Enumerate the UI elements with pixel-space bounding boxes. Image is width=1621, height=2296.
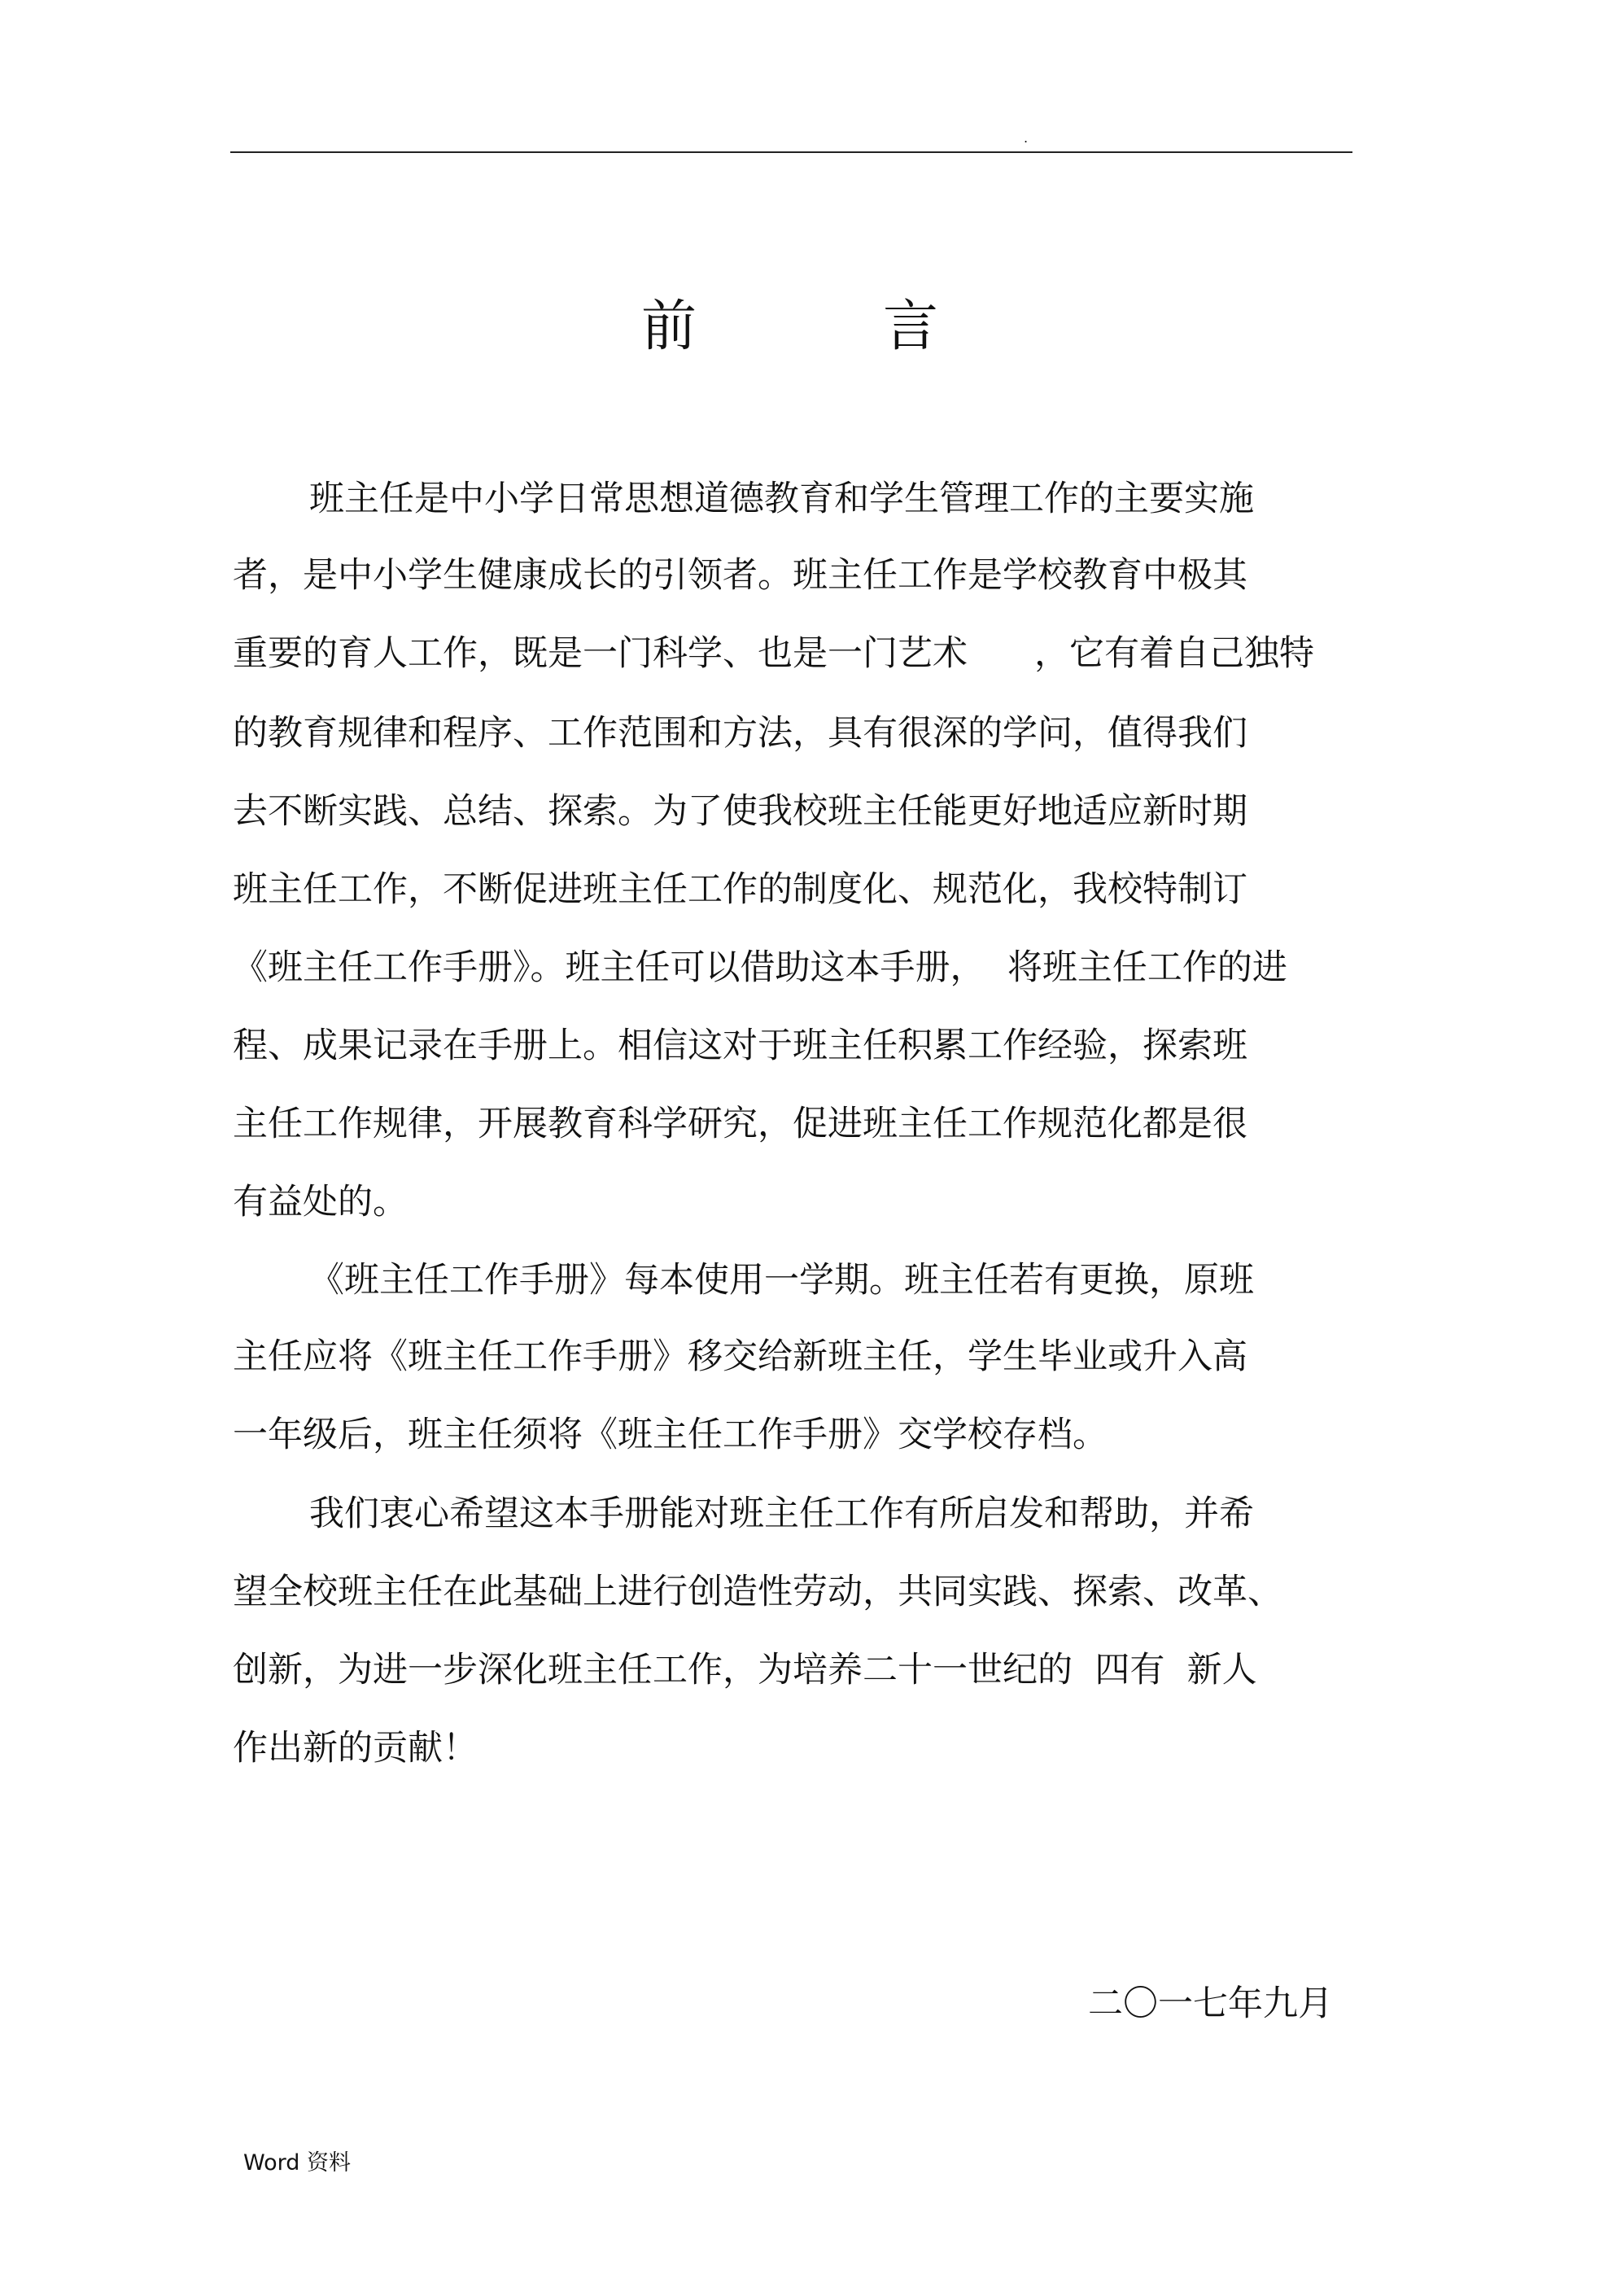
body-line: 班主任工作，不断促进班主任工作的制度化、规范化，我校特制订 bbox=[233, 869, 1247, 910]
body-line: 重要的育人工作，既是一门科学、也是一门艺术 ，它有着自己独特 bbox=[233, 633, 1315, 674]
footer-label: Word 资料 bbox=[243, 2150, 351, 2176]
body-line: 者，是中小学生健康成长的引领者。班主任工作是学校教育中极其 bbox=[233, 555, 1247, 596]
body-line: 有益处的。 bbox=[233, 1182, 408, 1222]
page-title-char-1: 前 bbox=[641, 295, 697, 359]
body-line: 创新，为进一步深化班主任工作，为培养二十一世纪的 四有 新人 bbox=[233, 1650, 1257, 1690]
body-line: 作出新的贡献！ bbox=[233, 1728, 478, 1769]
body-line: 去不断实践、总结、探索。为了使我校班主任能更好地适应新时期 bbox=[233, 791, 1247, 832]
body-line: 的教育规律和程序、工作范围和方法，具有很深的学问，值得我们 bbox=[233, 713, 1247, 754]
body-line: 班主任是中小学日常思想道德教育和学生管理工作的主要实施 bbox=[309, 479, 1254, 519]
body-line: 我们衷心希望这本手册能对班主任工作有所启发和帮助，并希 bbox=[309, 1493, 1254, 1534]
body-line: 主任应将《班主任工作手册》移交给新班主任，学生毕业或升入高 bbox=[233, 1336, 1247, 1377]
body-line: 程、成果记录在手册上。相信这对于班主任积累工作经验，探索班 bbox=[233, 1026, 1247, 1066]
body-line: 望全校班主任在此基础上进行创造性劳动，共同实践、探索、改革、 bbox=[233, 1572, 1282, 1612]
header-rule bbox=[230, 151, 1352, 153]
body-line: 主任工作规律，开展教育科学研究，促进班主任工作规范化都是很 bbox=[233, 1104, 1247, 1144]
body-line: 《班主任工作手册》每本使用一学期。班主任若有更换，原班 bbox=[309, 1260, 1254, 1301]
page-title-char-2: 言 bbox=[883, 295, 939, 359]
header-mark: . bbox=[1024, 130, 1029, 146]
body-line: 《班主任工作手册》。班主任可以借助这本手册， 将班主任工作的进 bbox=[233, 947, 1287, 988]
body-line: 一年级后，班主任须将《班主任工作手册》交学校存档。 bbox=[233, 1415, 1108, 1455]
document-date: 二〇一七年九月 bbox=[1088, 1983, 1333, 2024]
